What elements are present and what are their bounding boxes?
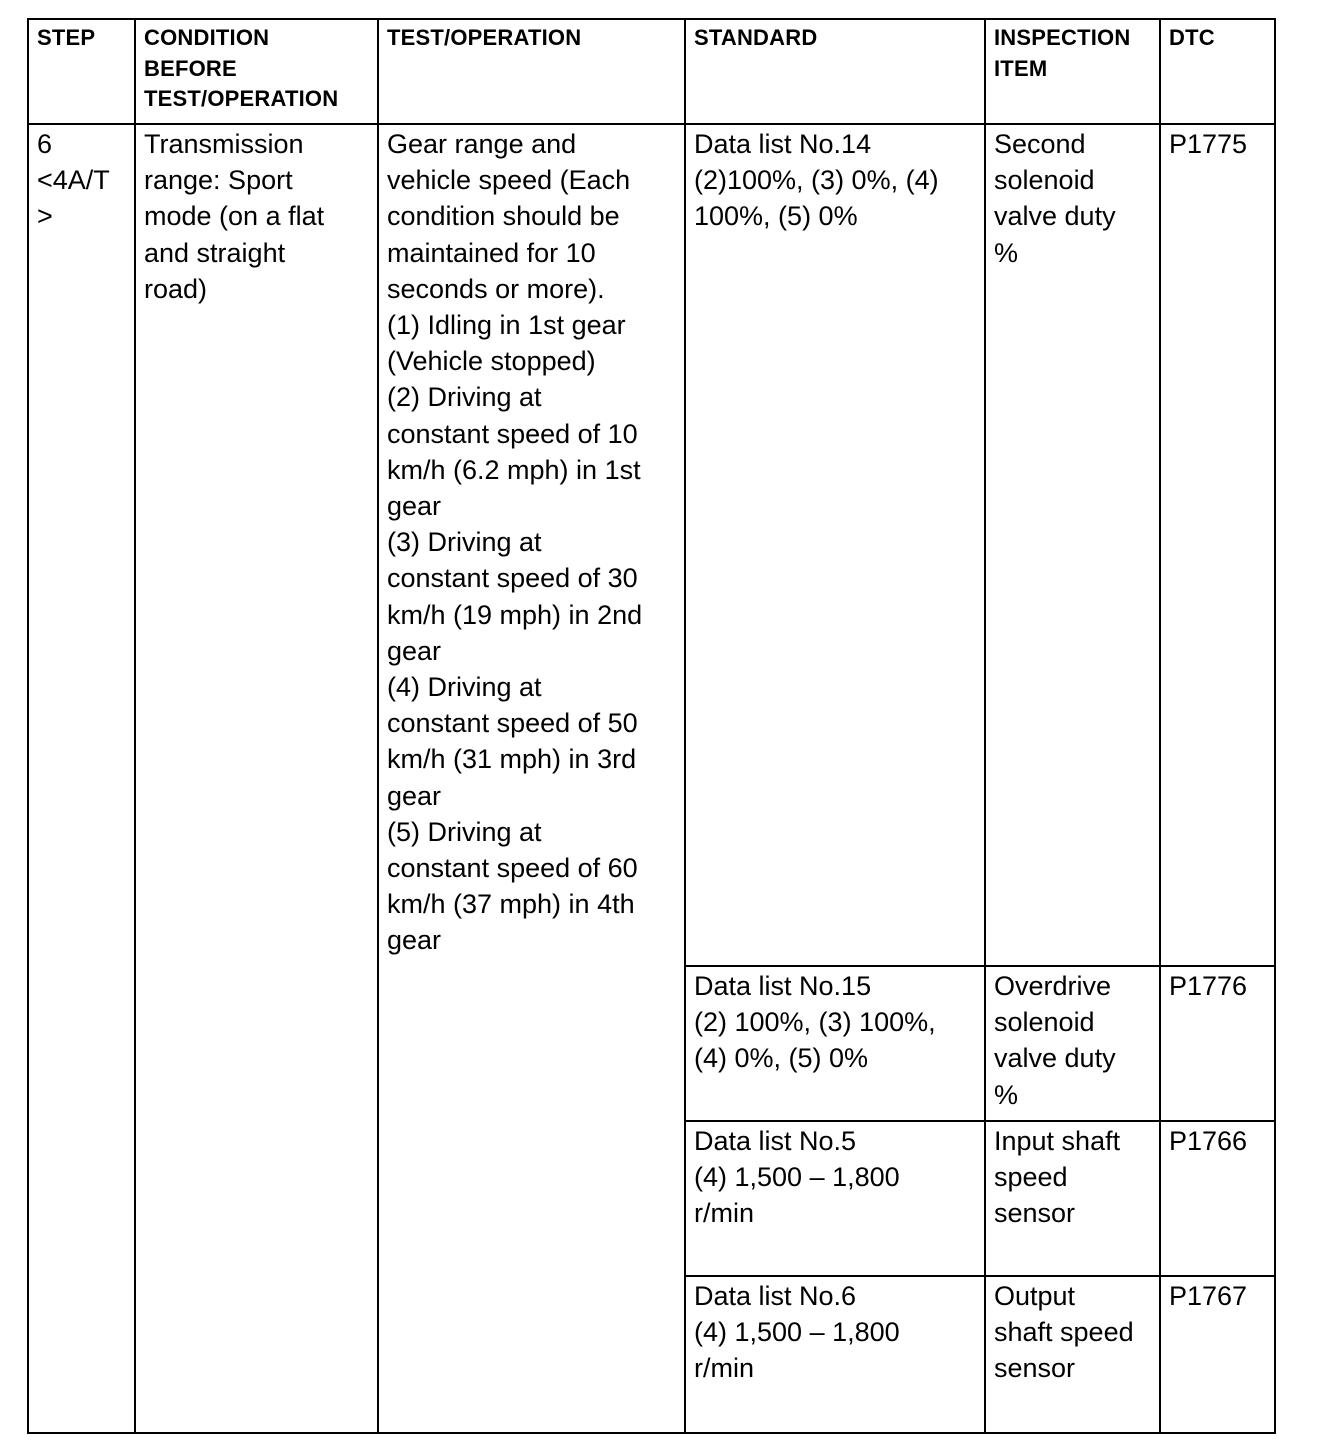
inspection-item-cell: Output shaft speed sensor — [985, 1276, 1160, 1433]
standard-cell: Data list No.15 (2) 100%, (3) 100%, (4) 0%, (5) 0% — [685, 966, 985, 1121]
step-cell: 6 <4A/T > — [28, 124, 135, 1433]
header-condition: CONDITION BEFORE TEST/OPERATION — [135, 19, 378, 124]
header-step: STEP — [28, 19, 135, 124]
inspection-item-cell: Second solenoid valve duty % — [985, 124, 1160, 966]
dtc-cell: P1775 — [1160, 124, 1275, 966]
header-dtc: DTC — [1160, 19, 1275, 124]
dtc-cell: P1776 — [1160, 966, 1275, 1121]
standard-cell: Data list No.6 (4) 1,500 – 1,800 r/min — [685, 1276, 985, 1433]
header-inspection-item: INSPECTION ITEM — [985, 19, 1160, 124]
header-standard: STANDARD — [685, 19, 985, 124]
inspection-table — [27, 18, 1276, 1434]
standard-cell: Data list No.14 (2)100%, (3) 0%, (4) 100%, (5) 0% — [685, 124, 985, 966]
test-operation-cell: Gear range and vehicle speed (Each condition should be maintained for 10 seconds or more). (1) Idling in 1st gear (Vehicle stopped) (2) Driving at constant speed of 10 km/h (6.2 mph) in 1st gear (3) Driving at constant speed of 30 km/h (19 mph) in 2nd gear (4) Driving at constant speed of 50 km/h (31 mph) in 3rd gear (5) Driving at constant speed of 60 km/h (37 mph) in 4th gear — [378, 124, 685, 1433]
inspection-item-cell: Overdrive solenoid valve duty % — [985, 966, 1160, 1121]
dtc-cell: P1766 — [1160, 1121, 1275, 1276]
condition-cell: Transmission range: Sport mode (on a flat and straight road) — [135, 124, 378, 1433]
inspection-item-cell: Input shaft speed sensor — [985, 1121, 1160, 1276]
header-test-operation: TEST/OPERATION — [378, 19, 685, 124]
dtc-cell: P1767 — [1160, 1276, 1275, 1433]
standard-cell: Data list No.5 (4) 1,500 – 1,800 r/min — [685, 1121, 985, 1276]
table-row — [28, 124, 1275, 966]
header-row — [28, 19, 1275, 124]
